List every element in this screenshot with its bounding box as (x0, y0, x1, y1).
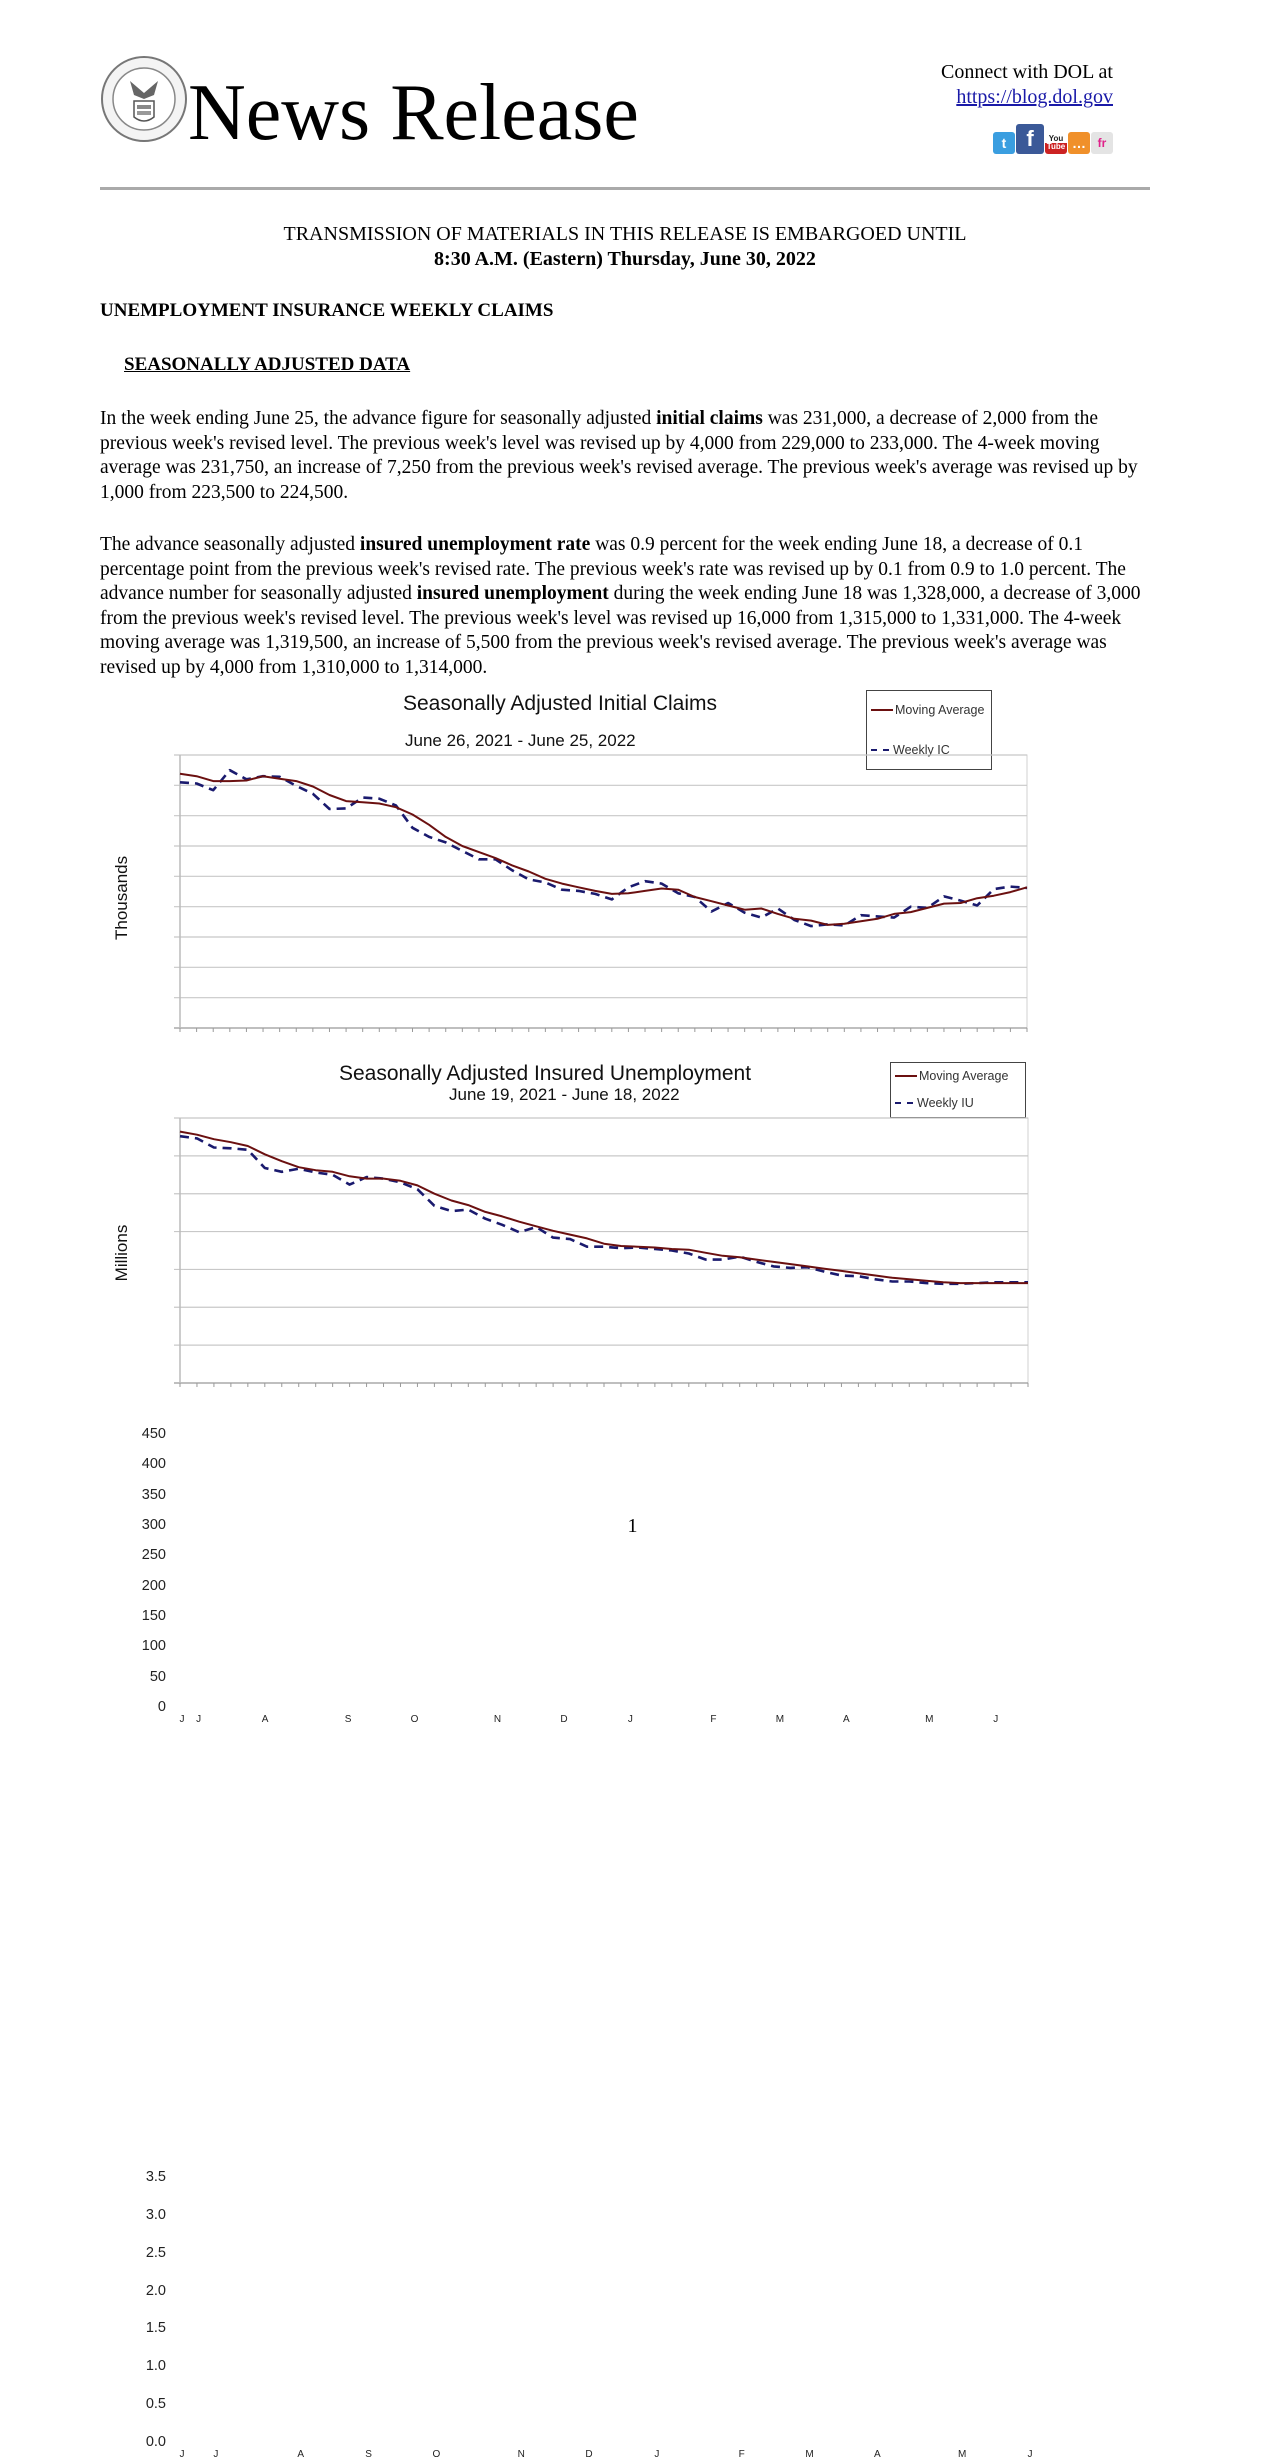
chart-plot-area (0, 1060, 1265, 1410)
y-axis-label: Thousands (112, 855, 131, 940)
weekly-series-line (180, 1136, 1028, 1284)
twitter-icon[interactable]: t (993, 132, 1015, 154)
x-tick-label: A (261, 1714, 269, 1725)
embargo-line-1: TRANSMISSION OF MATERIALS IN THIS RELEASE IS EMBARGOED UNTIL (283, 223, 967, 245)
connect-label: Connect with DOL at (940, 61, 1113, 83)
social-icons (992, 126, 1113, 154)
y-tick-label: 150 (141, 1608, 166, 1624)
y-tick-label: 3.5 (145, 2169, 166, 2185)
y-axis-label: Millions (112, 1224, 131, 1282)
y-tick-label: 300 (141, 1517, 166, 1533)
x-tick-label: J (196, 1714, 202, 1725)
flickr-icon[interactable]: fr (1091, 132, 1113, 154)
x-tick-label: J (993, 1714, 999, 1725)
weekly-series-line (180, 770, 1027, 926)
legend-label: Moving Average (919, 1069, 1009, 1083)
text-run: The advance seasonally adjusted (100, 534, 360, 555)
y-tick-label: 0 (157, 1699, 166, 1715)
chart-title: Seasonally Adjusted Insured Unemployment (339, 1062, 752, 1085)
moving-average-line (180, 1132, 1028, 1284)
x-tick-label: J (654, 2449, 660, 2460)
x-tick-label: F (710, 1714, 717, 1725)
y-tick-label: 2.5 (145, 2244, 166, 2261)
legend-label: Weekly IU (917, 1096, 974, 1110)
subsection-heading: SEASONALLY ADJUSTED DATA (124, 354, 411, 375)
chart-title: Seasonally Adjusted Initial Claims (403, 692, 717, 715)
initial-claims-paragraph (100, 407, 1150, 505)
bold-term: insured unemployment (416, 583, 609, 604)
x-tick-label: J (179, 2449, 185, 2460)
y-tick-label: 3.0 (145, 2206, 166, 2223)
embargo-notice (100, 222, 1150, 272)
moving-average-line (180, 774, 1027, 925)
y-tick-label: 450 (141, 1426, 166, 1442)
legend-label: Weekly IC (893, 743, 950, 757)
connect-block (941, 60, 1113, 110)
x-tick-label: A (297, 2449, 305, 2460)
chart-subtitle: June 26, 2021 - June 25, 2022 (405, 731, 636, 750)
y-tick-label: 250 (141, 1547, 166, 1564)
y-tick-label: 2.0 (145, 2282, 166, 2299)
text-run: was 231,000, a decrease of 2,000 from the previous week's revised level. The previous week's level was revised up by 4,000 from 229,000 to 233,000. The 4-week moving average was 231,750, an increase of 7,250 from the previous week's revised average. The previous week's average was revised up by 1,000 from 223,500 to 224,500. (100, 408, 1138, 503)
x-tick-label: D (585, 2449, 593, 2460)
text-run: during the week ending June 18 was 1,328,000, a decrease of 3,000 from the previous week's revised level. The previous week's level was revised up 16,000 from 1,315,000 to 1,331,000. The 4-week moving average was 1,319,500, an increase of 5,500 from the previous week's revised average. The previous week's average was revised up by 4,000 from 1,310,000 to 1,314,000. (100, 583, 1141, 678)
x-tick-label: J (179, 1714, 185, 1725)
x-tick-label: J (1027, 2449, 1033, 2460)
chart-plot-area (0, 680, 1265, 1060)
page-title: News Release (188, 69, 639, 157)
y-tick-label: 100 (141, 1638, 166, 1655)
blog-link[interactable]: https://blog.dol.gov (956, 86, 1113, 108)
embargo-line-2: 8:30 A.M. (Eastern) Thursday, June 30, 2022 (434, 248, 816, 270)
x-tick-label: N (493, 1714, 502, 1725)
chart-subtitle: June 19, 2021 - June 18, 2022 (449, 1085, 680, 1104)
section-heading: UNEMPLOYMENT INSURANCE WEEKLY CLAIMS (100, 300, 554, 321)
y-tick-label: 50 (149, 1668, 166, 1685)
y-tick-label: 400 (141, 1456, 166, 1473)
x-tick-label: F (738, 2449, 745, 2460)
y-tick-label: 200 (141, 1577, 166, 1594)
blog-icon[interactable]: … (1068, 132, 1090, 154)
y-tick-label: 1.5 (145, 2320, 166, 2337)
y-tick-label: 350 (141, 1486, 166, 1503)
header-divider (100, 187, 1150, 190)
x-tick-label: J (627, 1714, 633, 1725)
x-tick-label: S (344, 1714, 352, 1725)
x-tick-label: M (775, 1714, 785, 1725)
x-tick-label: M (957, 2449, 967, 2460)
y-tick-label: 0.5 (145, 2396, 166, 2413)
text-run: In the week ending June 25, the advance figure for seasonally adjusted (100, 408, 657, 429)
x-tick-label: D (560, 1714, 568, 1725)
facebook-icon[interactable]: f (1016, 124, 1044, 154)
x-tick-label: A (842, 1714, 850, 1725)
y-tick-label: 1.0 (145, 2358, 166, 2375)
x-tick-label: M (805, 2449, 814, 2460)
page-number: 1 (627, 1515, 638, 1537)
insured-unemployment-paragraph (100, 533, 1150, 680)
youtube-icon[interactable]: You Tube (1045, 132, 1067, 154)
x-tick-label: O (432, 2449, 441, 2460)
x-tick-label: A (874, 2449, 881, 2460)
dol-seal-logo (100, 55, 188, 143)
bold-term: insured unemployment rate (359, 534, 591, 555)
x-tick-label: N (517, 2449, 525, 2460)
x-tick-label: M (925, 1714, 934, 1725)
x-tick-label: J (213, 2449, 219, 2460)
bold-term: initial claims (656, 408, 763, 429)
y-tick-label: 0.0 (145, 2434, 166, 2450)
x-tick-label: S (365, 2449, 372, 2460)
text-run: was 0.9 percent for the week ending June 18, a decrease of 0.1 percentage point from the previous week's revised rate. The previous week's rate was revised up by 0.1 from 0.9 to 1.0 percent. The advance number for seasonally adjusted (100, 534, 1126, 604)
x-tick-label: O (410, 1714, 419, 1725)
legend-label: Moving Average (895, 703, 985, 717)
